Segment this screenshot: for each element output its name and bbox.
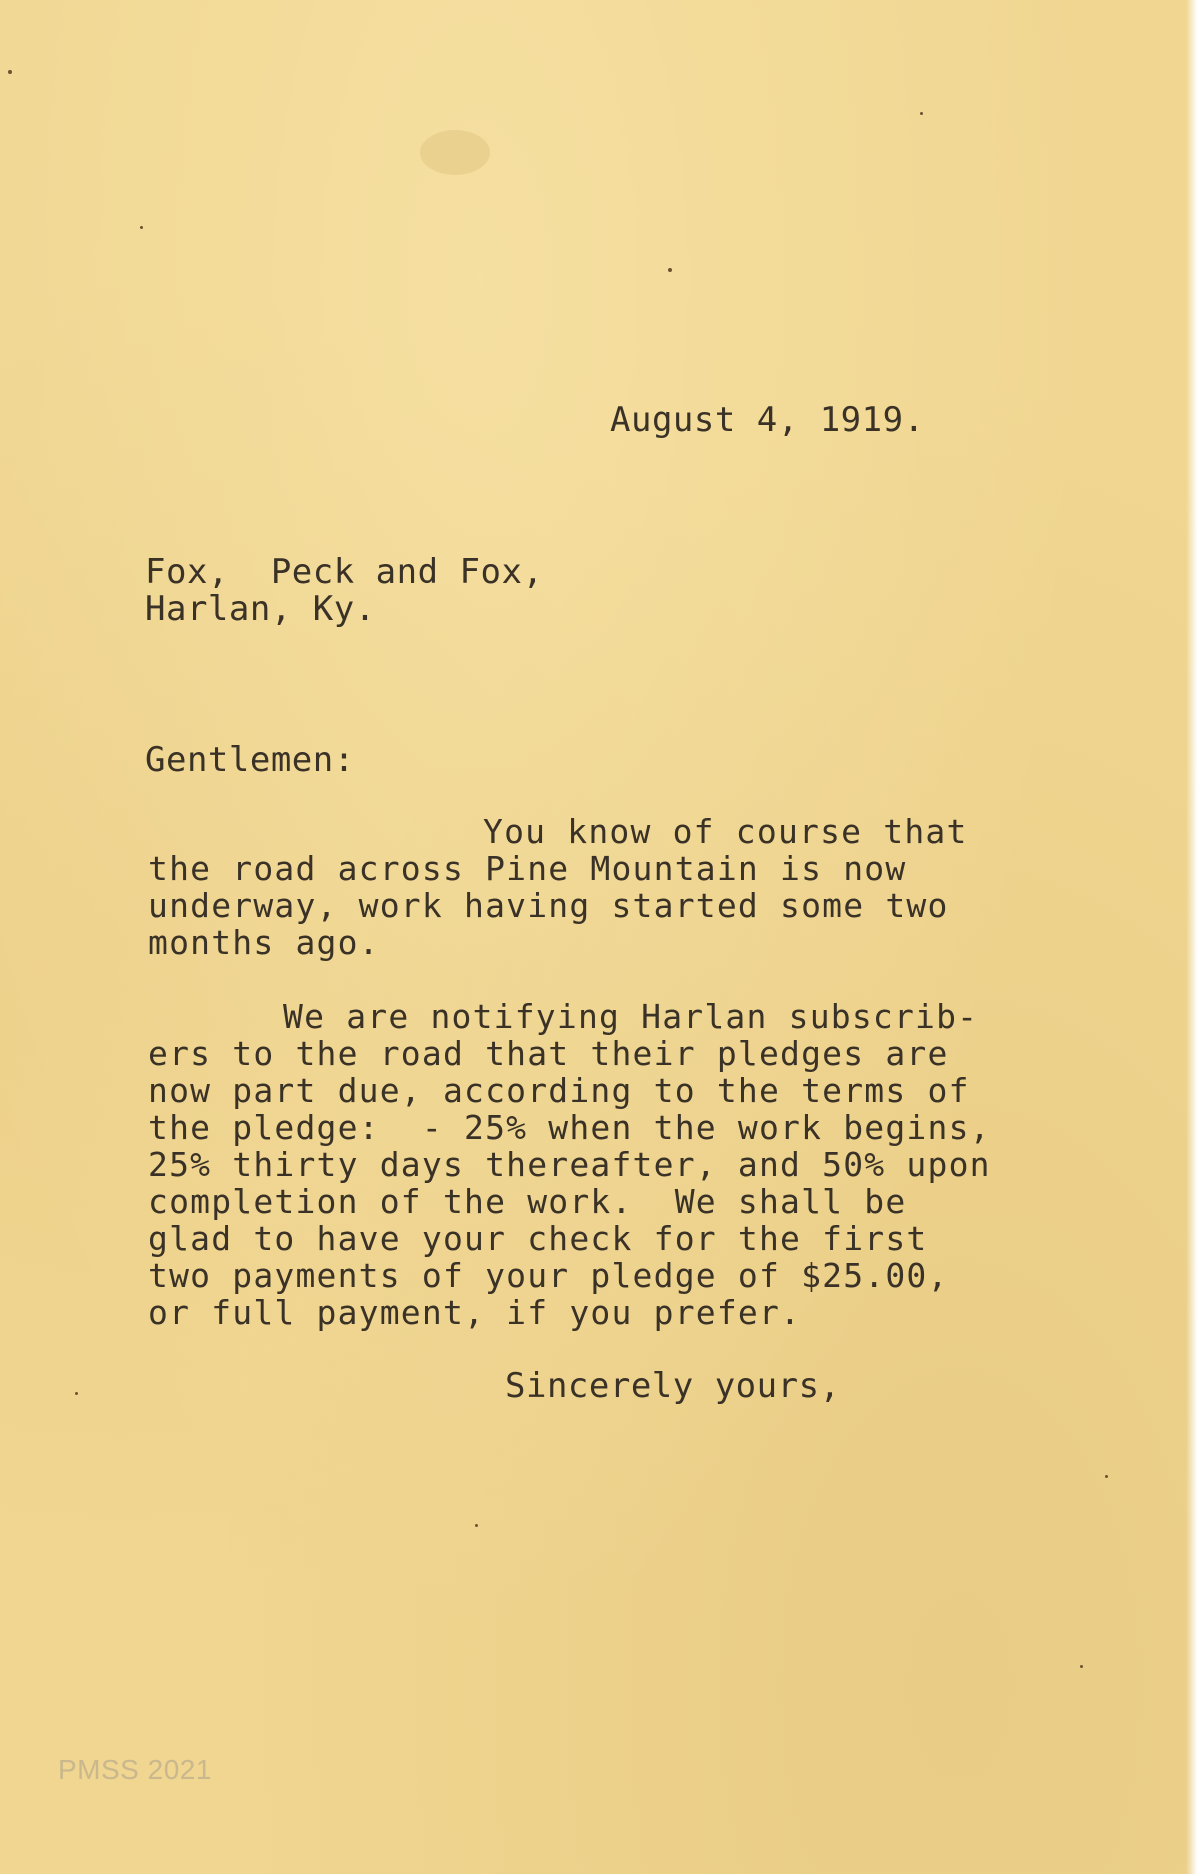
paragraph-line: glad to have your check for the first (148, 1219, 928, 1258)
paragraph-line: or full payment, if you prefer. (148, 1293, 802, 1332)
paper-speck (475, 1524, 478, 1527)
letter-date: August 4, 1919. (610, 400, 925, 440)
paper-stain (420, 130, 490, 175)
recipient-location: Harlan, Ky. (145, 589, 376, 629)
paragraph-line: months ago. (148, 923, 380, 962)
paragraph-line: 25% thirty days thereafter, and 50% upon (148, 1145, 991, 1184)
paragraph-line: You know of course that (483, 812, 968, 851)
paragraph-line: now part due, according to the terms of (148, 1071, 970, 1110)
paper-speck (1105, 1475, 1108, 1478)
salutation: Gentlemen: (145, 740, 355, 780)
paper-right-edge (1186, 0, 1200, 1874)
closing: Sincerely yours, (505, 1366, 841, 1406)
paper-speck (140, 226, 143, 229)
paper-speck (75, 1392, 78, 1395)
paragraph-line: underway, work having started some two (148, 886, 949, 925)
archive-watermark: PMSS 2021 (58, 1754, 212, 1785)
paper-speck (8, 70, 12, 74)
paragraph-line: two payments of your pledge of $25.00, (148, 1256, 949, 1295)
paragraph-line: the road across Pine Mountain is now (148, 849, 907, 888)
paper-speck (920, 112, 923, 115)
paper-speck (668, 268, 672, 272)
paragraph-line: completion of the work. We shall be (148, 1182, 907, 1221)
paragraph-line: the pledge: - 25% when the work begins, (148, 1108, 991, 1147)
paragraph-line: We are notifying Harlan subscrib- (283, 997, 979, 1036)
paper-speck (1080, 1665, 1083, 1668)
recipient-name: Fox, Peck and Fox, (145, 552, 544, 592)
paragraph-line: ers to the road that their pledges are (148, 1034, 949, 1073)
